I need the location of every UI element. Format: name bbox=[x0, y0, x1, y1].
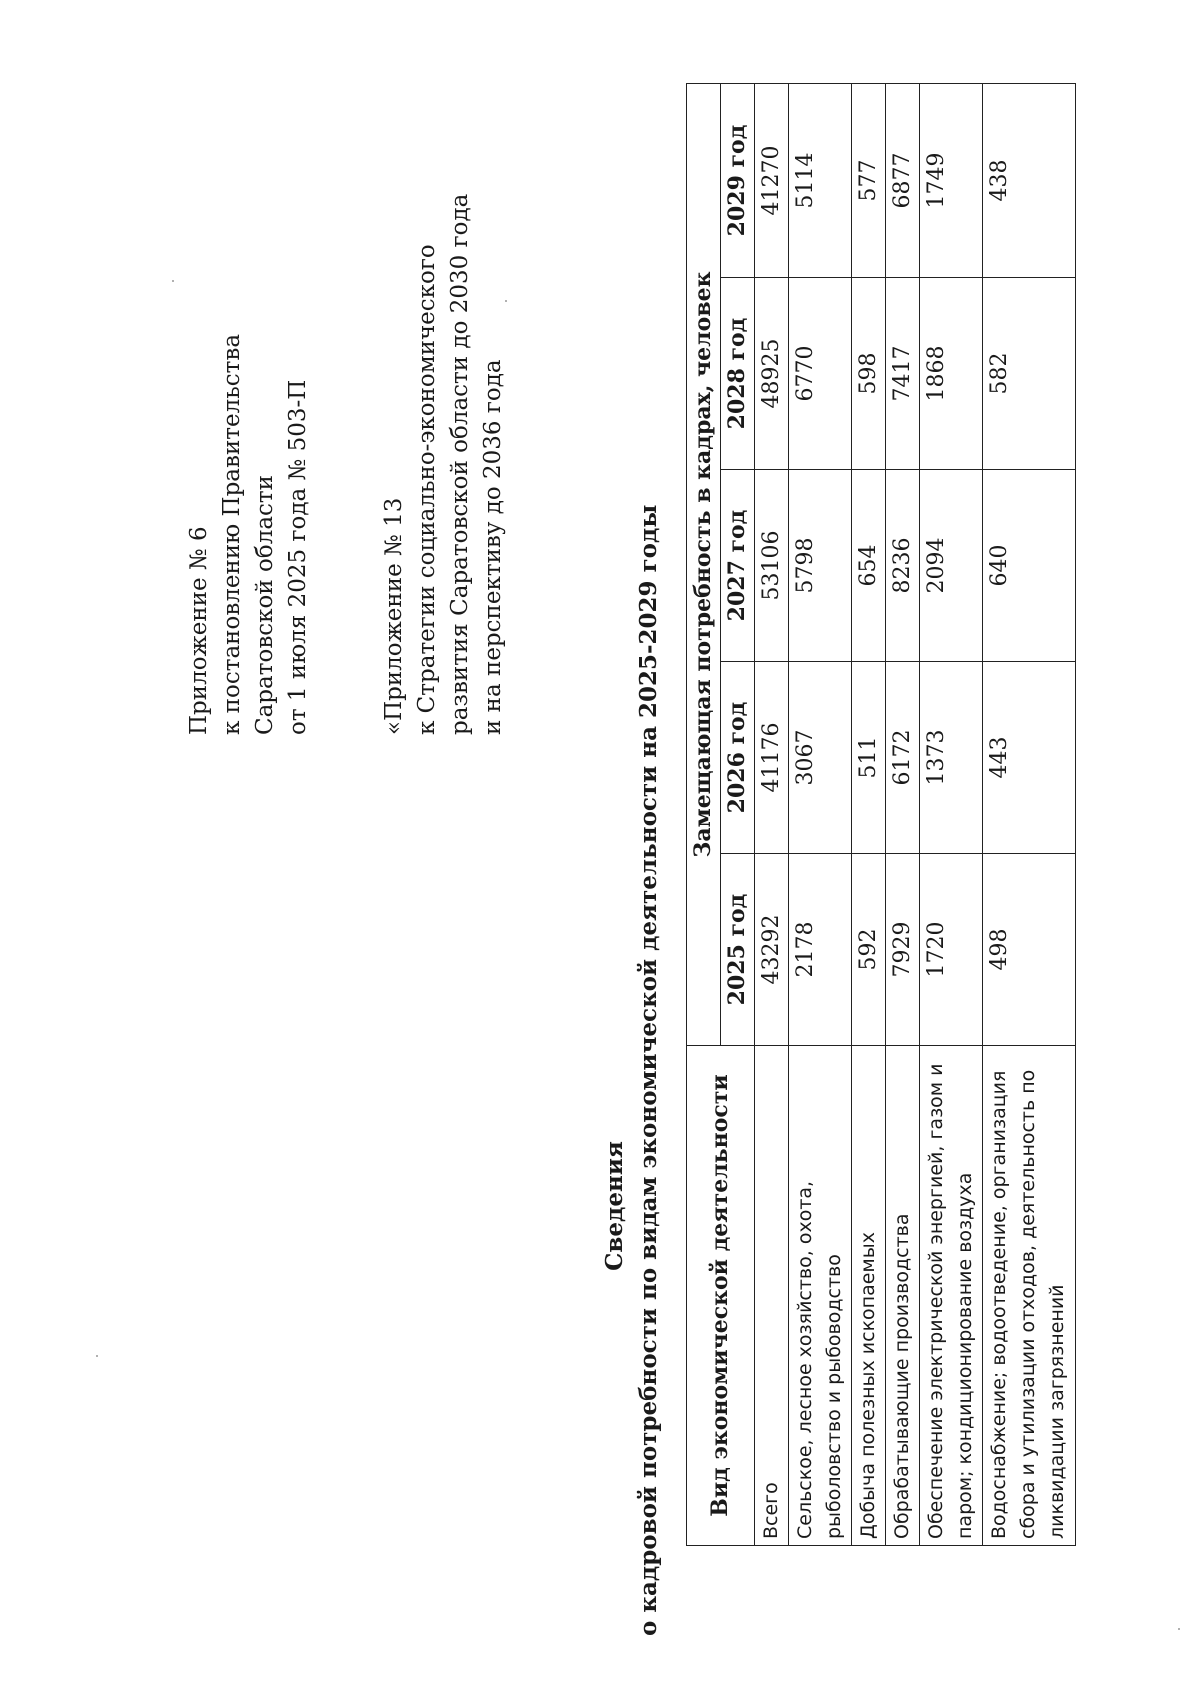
value-cell: 511 bbox=[852, 662, 886, 854]
header-group: Замещающая потребность в кадрах, человек bbox=[687, 83, 721, 1045]
value-cell: 6877 bbox=[886, 83, 920, 277]
table-row bbox=[755, 83, 789, 1545]
table-header-row bbox=[687, 83, 721, 1545]
appendix-line: к постановлению Правительства bbox=[219, 333, 245, 735]
staffing-needs-table bbox=[686, 83, 1076, 1546]
value-cell: 654 bbox=[852, 470, 886, 662]
appendix-line: Приложение № 6 bbox=[186, 526, 212, 735]
appendix-line: Саратовской области bbox=[252, 475, 278, 735]
header-year: 2026 год bbox=[721, 662, 755, 854]
value-cell: 1749 bbox=[920, 83, 983, 277]
value-cell: 48925 bbox=[755, 278, 789, 470]
value-cell: 2094 bbox=[920, 470, 983, 662]
appendix-line: от 1 июля 2025 года № 503-П bbox=[285, 379, 311, 735]
value-cell: 577 bbox=[852, 83, 886, 277]
value-cell: 41270 bbox=[755, 83, 789, 277]
table-row bbox=[983, 83, 1076, 1545]
value-cell: 2178 bbox=[789, 854, 852, 1046]
value-cell: 1720 bbox=[920, 854, 983, 1046]
value-cell: 7929 bbox=[886, 854, 920, 1046]
value-cell: 41176 bbox=[755, 662, 789, 854]
strategy-line: развития Саратовской области до 2030 года bbox=[447, 193, 473, 735]
activity-cell: Водоснабжение; водоотведение, организация сбора и утилизации отходов, деятельность по ликвидации загрязнений bbox=[983, 1046, 1076, 1546]
table-row bbox=[852, 83, 886, 1545]
header-year: 2028 год bbox=[721, 278, 755, 470]
value-cell: 7417 bbox=[886, 278, 920, 470]
value-cell: 53106 bbox=[755, 470, 789, 662]
value-cell: 582 bbox=[983, 278, 1076, 470]
value-cell: 5798 bbox=[789, 470, 852, 662]
table-row bbox=[789, 83, 852, 1545]
scan-speck bbox=[96, 1355, 98, 1357]
value-cell: 6770 bbox=[789, 278, 852, 470]
value-cell: 498 bbox=[983, 854, 1076, 1046]
document-title bbox=[598, 504, 666, 1636]
strategy-line: к Стратегии социально-экономического bbox=[414, 244, 440, 735]
strategy-line: и на перспективу до 2036 года bbox=[480, 359, 506, 735]
table-row bbox=[920, 83, 983, 1545]
value-cell: 3067 bbox=[789, 662, 852, 854]
scan-speck bbox=[172, 280, 174, 282]
title-line-2: о кадровой потребности по видам экономической деятельности на 2025-2029 годы bbox=[635, 504, 662, 1636]
header-activity: Вид экономической деятельности bbox=[687, 1046, 755, 1546]
activity-cell: Обрабатывающие производства bbox=[886, 1046, 920, 1546]
title-line-1: Сведения bbox=[601, 1141, 628, 1271]
value-cell: 640 bbox=[983, 470, 1076, 662]
header-year: 2025 год bbox=[721, 854, 755, 1046]
header-year: 2029 год bbox=[721, 83, 755, 277]
value-cell: 8236 bbox=[886, 470, 920, 662]
activity-cell: Всего bbox=[755, 1046, 789, 1546]
header-year: 2027 год bbox=[721, 470, 755, 662]
value-cell: 5114 bbox=[789, 83, 852, 277]
value-cell: 6172 bbox=[886, 662, 920, 854]
value-cell: 592 bbox=[852, 854, 886, 1046]
strategy-line: «Приложение № 13 bbox=[381, 497, 407, 735]
appendix-reference bbox=[183, 334, 315, 735]
value-cell: 443 bbox=[983, 662, 1076, 854]
activity-cell: Сельское, лесное хозяйство, охота, рыболовство и рыбоводство bbox=[789, 1046, 852, 1546]
value-cell: 1868 bbox=[920, 278, 983, 470]
scan-speck bbox=[1178, 1628, 1180, 1630]
table-row bbox=[886, 83, 920, 1545]
activity-cell: Добыча полезных ископаемых bbox=[852, 1046, 886, 1546]
scan-speck bbox=[505, 300, 507, 302]
value-cell: 598 bbox=[852, 278, 886, 470]
activity-cell: Обеспечение электрической энергией, газом и паром; кондиционирование воздуха bbox=[920, 1046, 983, 1546]
value-cell: 438 bbox=[983, 83, 1076, 277]
strategy-appendix-reference bbox=[378, 194, 510, 735]
value-cell: 1373 bbox=[920, 662, 983, 854]
value-cell: 43292 bbox=[755, 854, 789, 1046]
